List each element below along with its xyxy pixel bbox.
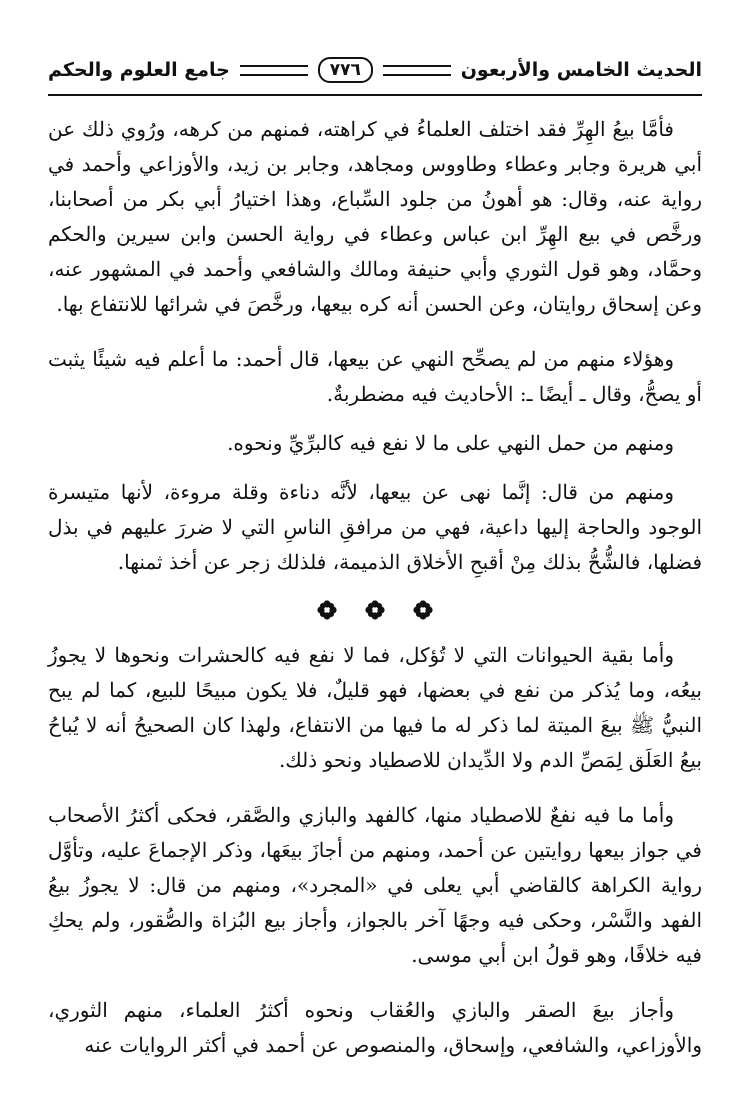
header-divider [48, 94, 702, 96]
page-body [48, 112, 702, 1083]
paragraph: وأجاز بيعَ الصقر والبازي والعُقاب ونحوه أكثرُ العلماء، منهم الثوري، والأوزاعي، والشافعي، وإسحاق، والمنصوص عن أحمد في أكثر الروايات عنه [48, 998, 702, 1057]
paragraph: ومنهم من قال: إنَّما نهى عن بيعها، لأنَّه دناءة وقلة مروءة، لأنها متيسرة الوجود والحاجة إليها داعية، فهي من مرافقِ الناسِ التي لا ضررَ عليهم في بذل فضلها، فالشُّحُّ بذلك مِنْ أقبحِ الأخلاق الذميمة، فلذلك زجر عن أخذ ثمنها. [48, 480, 702, 574]
paragraph: وهؤلاء منهم من لم يصحِّح النهي عن بيعها، قال أحمد: ما أعلم فيه شيئًا يثبت أو يصحُّ، وقال ـ أيضًا ـ: الأحاديث فيه مضطربةٌ. [48, 347, 702, 406]
running-header [48, 50, 702, 90]
book-title: جامع العلوم والحكم [48, 59, 230, 81]
section-divider [48, 600, 702, 620]
paragraph: فأمَّا بيعُ الهِرِّ فقد اختلف العلماءُ في كراهته، فمنهم من كرهه، ورُوي ذلك عن أبي هريرة وجابر وعطاء وطاووس ومجاهد، وجابر بن زيد، والأوزاعي وأحمد في رواية عنه، وقال: هو أهونُ من جلود السِّباع، وهذا اختيارُ أبي بكر من أصحابنا، ورخَّص في بيع الهِرِّ ابن عباس وعطاء في رواية الحسن وابن سيرين والحكم وحمَّاد، وهو قول الثوري وأبي حنيفة ومالك والشافعي وأحمد في المشهور عنه، وعن إسحاق روايتان، وعن الحسن أنه كره بيعها، ورخَّصَ في شرائها للانتفاع بها. [48, 117, 703, 316]
paragraph: وأما ما فيه نفعٌ للاصطياد منها، كالفهد والبازي والصَّقر، فحكى أكثرُ الأصحاب في جواز بيعها روايتين عن أحمد، ومنهم من أجازَ بيعَها، وذكر الإجماعَ عليه، وتأوَّل رواية الكراهة كالقاضي أبي يعلى في «المجرد»، ومنهم من قال: لا يجوزُ بيعُ الفهد والنَّسْر، وحكى فيه وجهًا آخر بالجواز، وأجاز بيع البُزاة والصُّقور، ولم يحكِ فيه خلافًا، وهو قولُ ابن أبي موسى. [48, 803, 702, 967]
flower-ornament-icon [317, 600, 337, 620]
header-rule [383, 65, 451, 76]
header-rule [240, 65, 308, 76]
flower-ornament-icon [413, 600, 433, 620]
paragraph: وأما بقية الحيوانات التي لا تُؤكل، فما لا نفع فيه كالحشرات ونحوها لا يجوزُ بيعُه، وما يُذكر من نفع في بعضها، فهو قليلٌ، فلا يكون مبيحًا للبيع، كما لم يبح النبيُّ ﷺ بيعَ الميتة لما ذكر له ما فيها من الانتفاع، ولهذا كان الصحيحُ أنه لا يُباحُ بيعُ العَلَق لِمَصِّ الدم ولا الدِّيدان للاصطياد ونحو ذلك. [48, 643, 702, 772]
page-number: ٧٧٦ [318, 57, 373, 83]
flower-ornament-icon [365, 600, 385, 620]
chapter-title: الحديث الخامس والأربعون [460, 59, 702, 81]
paragraph: ومنهم من حمل النهي على ما لا نفع فيه كالبرِّيِّ ونحوه. [227, 431, 674, 455]
